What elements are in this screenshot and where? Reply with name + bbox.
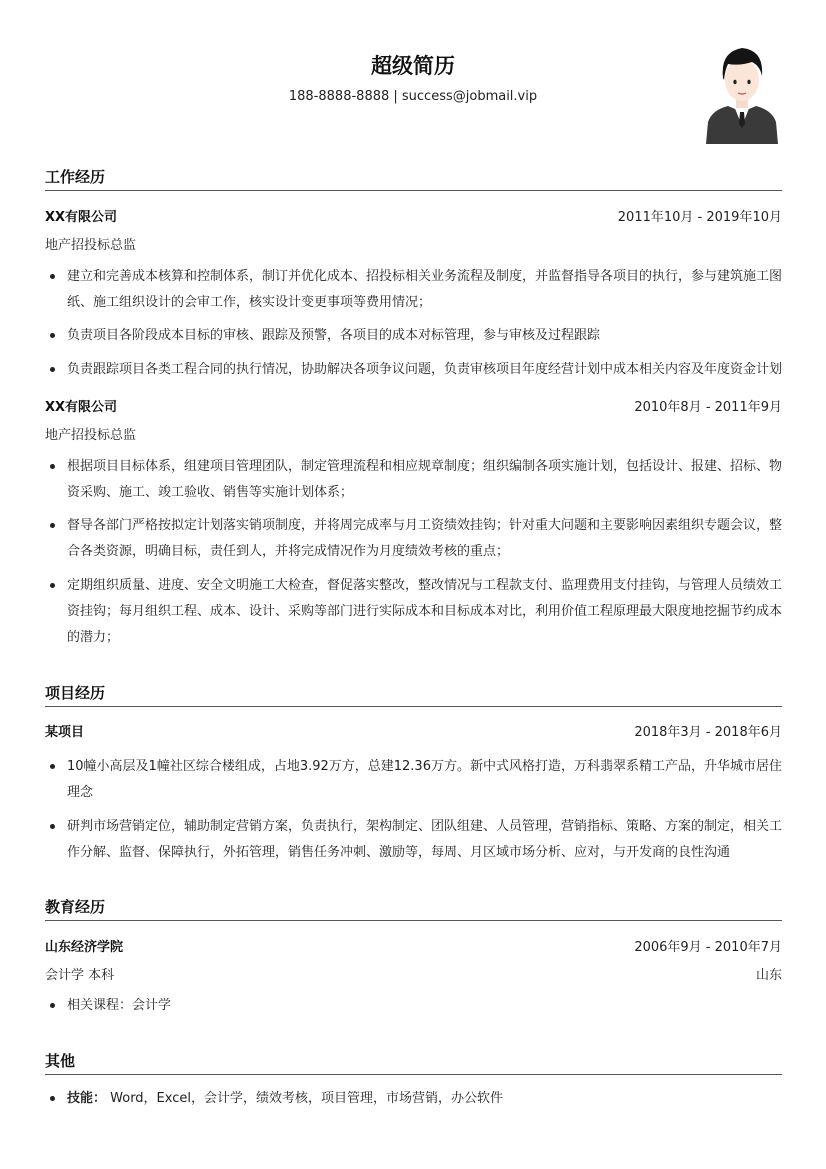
major-degree: 会计学 本科 xyxy=(45,968,115,983)
section-title: 工作经历 xyxy=(45,168,106,186)
company-name: XX有限公司 xyxy=(45,210,118,225)
section-other xyxy=(45,1050,782,1075)
work-entry-header xyxy=(45,206,782,226)
list-item: 建立和完善成本核算和控制体系，制订并优化成本、招投标相关业务流程及制度，并监督指导各项目的执行，参与建筑施工图纸、施工组织设计的会审工作，核实设计变更事项等费用情况； xyxy=(45,264,782,316)
skills-value: Word，Excel，会计学，绩效考核，项目管理，市场营销，办公软件 xyxy=(106,1091,503,1106)
job-title-row xyxy=(45,234,782,254)
section-projects xyxy=(45,682,782,707)
school-name: 山东经济学院 xyxy=(45,940,124,955)
list-item: 负责跟踪项目各类工程合同的执行情况，协助解决各项争议问题，负责审核项目年度经营计划中成本相关内容及年度资金计划 xyxy=(45,357,782,383)
job-title: 地产招投标总监 xyxy=(45,238,137,253)
job-title: 地产招投标总监 xyxy=(45,428,137,443)
school-location: 山东 xyxy=(755,968,782,983)
section-title: 项目经历 xyxy=(45,684,106,702)
section-divider xyxy=(45,1074,782,1075)
project-name: 某项目 xyxy=(45,725,85,740)
education-entry-header xyxy=(45,936,782,956)
resume-name: 超级简历 xyxy=(371,54,455,78)
job-title-row xyxy=(45,424,782,444)
list-item: 10幢小高层及1幢社区综合楼组成，占地3.92万方，总建12.36万方。新中式风格打造，万科翡翠系精工产品，升华城市居住理念 xyxy=(45,754,782,806)
section-work xyxy=(45,166,782,191)
list-item: 负责项目各阶段成本目标的审核、跟踪及预警，各项目的成本对标管理，参与审核及过程跟踪 xyxy=(45,323,782,349)
contact-info: 188-8888-8888 | success@jobmail.vip xyxy=(288,89,538,104)
list-item: 定期组织质量、进度、安全文明施工大检查，督促落实整改，整改情况与工程款支付、监理费用支付挂钩，与管理人员绩效工资挂钩；每月组织工程、成本、设计、采购等部门进行实际成本和目标成本对比，利用价值工程原理最大限度地挖掘节约成本的潜力； xyxy=(45,573,782,651)
section-divider xyxy=(45,706,782,707)
work-entry-header xyxy=(45,396,782,416)
section-divider xyxy=(45,920,782,921)
project-entry-header xyxy=(45,721,782,741)
section-divider xyxy=(45,190,782,191)
section-title: 教育经历 xyxy=(45,898,106,916)
date-range: 2006年9月 - 2010年7月 xyxy=(634,940,782,955)
skills-label: 技能： xyxy=(67,1091,107,1106)
date-range: 2011年10月 - 2019年10月 xyxy=(617,210,782,225)
list-item: 督导各部门严格按拟定计划落实销项制度，并将周完成率与月工资绩效挂钩；针对重大问题和主要影响因素组织专题会议，整合各类资源，明确目标，责任到人，并将完成情况作为月度绩效考核的重点； xyxy=(45,513,782,565)
education-detail-row xyxy=(45,964,782,984)
date-range: 2010年8月 - 2011年9月 xyxy=(634,400,782,415)
skills-item xyxy=(45,1086,782,1112)
company-name: XX有限公司 xyxy=(45,400,118,415)
date-range: 2018年3月 - 2018年6月 xyxy=(634,725,782,740)
list-item: 相关课程：会计学 xyxy=(45,993,782,1019)
section-education xyxy=(45,896,782,921)
person-avatar-icon xyxy=(704,42,780,144)
section-title: 其他 xyxy=(45,1052,76,1070)
list-item: 根据项目目标体系，组建项目管理团队，制定管理流程和相应规章制度；组织编制各项实施计划，包括设计、报建、招标、物资采购、施工、竣工验收、销售等实施计划体系； xyxy=(45,454,782,506)
list-item: 研判市场营销定位，辅助制定营销方案，负责执行，架构制定、团队组建、人员管理，营销指标、策略、方案的制定，相关工作分解、监督、保障执行，外拓管理，销售任务冲刺、激励等，每周、月区域市场分析、应对，与开发商的良性沟通 xyxy=(45,814,782,866)
